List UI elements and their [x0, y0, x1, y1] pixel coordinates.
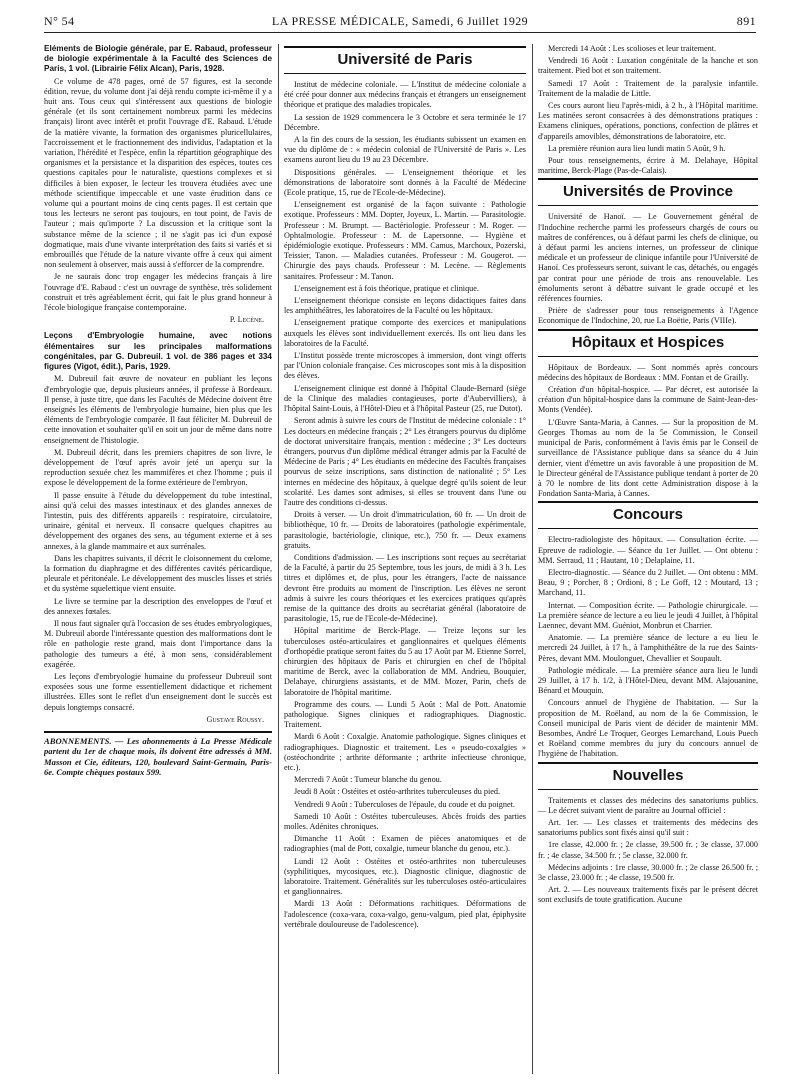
paragraph: Vendredi 9 Août : Tuberculoses de l'épaule, du coude et du poignet. [294, 799, 515, 809]
section-heading: Hôpitaux et Hospices [538, 329, 758, 357]
paragraph: Prière de s'adresser pour tous renseignements à l'Agence Economique de l'Indochine, 20, rue La Boëtie, Paris (VIIIe). [538, 306, 758, 326]
signature: Gustave Roussy. [206, 714, 264, 724]
paragraph: Vendredi 16 Août : Luxation congénitale de la hanche et son traitement. Pied bot et son traitement. [538, 56, 758, 76]
paragraph: Institut de médecine coloniale. — L'Institut de médecine coloniale a été créé pour donner aux médecins français et étrangers un enseignement théorique et pratique des maladies tropicales. [284, 80, 526, 110]
column-rule [278, 44, 279, 1074]
paragraph: Il passe ensuite à l'étude du développement du tube intestinal, ainsi qu'à celui des masses intestinaux et des glandes annexes de l'intestin, puis des différents appareils : respiratoire, circulatoire, urinaire, génital et nerveux. Il consacre quelques chapitres au développement des organes des sens, au tégument externe et à ses annexes, à la glande mammaire et aux surrénales. [44, 490, 272, 551]
section-heading: Concours [538, 501, 758, 529]
column-right [538, 44, 758, 1074]
paragraph: Hôpital maritime de Berck-Plage. — Treize leçons sur les tuberculoses ostéo-articulaires et ganglionnaires et quelques éléments d'orthopédie pratique seront faites du 5 au 17 Août par M. Etienne Sorrel, chirurgien des hôpitaux de Paris et chirurgien en chef de l'hôpital maritime de Berck, avec la collaboration de MM. Andrieu, Bouquier, Delahaye, chirurgiens assistants, et de MM. Mozer, Parin, chefs de laboratoire de l'hôpital maritime. [284, 626, 526, 697]
paragraph: Ce volume de 478 pages, orné de 57 figures, est la seconde édition, revue, du volume dont j'ai déjà rendu compte ici-même il y a huit ans. Tous ceux qui s'intéressent aux questions de biologie générale (et ils sont certainement nombreux parmi les médecins français) liront avec intérêt et profit l'ouvrage d'E. Rabaud. L'étude de la matière vivante, la formation des organismes pluricellulaires, l'accroissement et le fractionnement des individus, l'adaptation et la variation, l'hérédité et l'espèce, enfin la répartition géographique des organismes et la persistance et la disparition des espèces, toutes ces questions capitales pour le naturaliste, questions complexes et si difficiles à bien exposer, le lecteur les trouvera étudiées avec une méthode scientifique impeccable et une vaste érudition dans ce volume qui a pourtant moins de cinq cents pages. Il est certain que tous les lecteurs ne seront pas toujours, en tout point, de l'avis de l'auteur ; mais qu'importe ? La discussion et la critique sont la substance même de la science ; il ne s'agit pas ici d'un exposé dogmatique, mais d'une vivante interprétation des faits si variés et si embrouillés que l'étude de la nature vivante offre à ceux qui aiment non seulement à observer, mais aussi à s'efforcer de la comprendre. [44, 76, 272, 270]
paragraph: Je ne saurais donc trop engager les médecins français à lire l'ouvrage d'E. Rabaud : c'est un ouvrage de synthèse, très solidement construit et très agréablement écrit, qui fait le plus grand honneur à l'école biologique française contemporaine. [44, 272, 272, 313]
section-heading: Nouvelles [538, 762, 758, 790]
paragraph: Concours annuel de l'hygiène de l'habitation. — Sur la proposition de M. Roëland, au nom de la 6e Commission, le Conseil municipal de Paris vient de décider de maintenir MM. Besombes, André Le Troquer, Georges Lemarchand, Louis Puech et Roëland comme membres du jury du concours annuel de l'hygiène de l'habitation. [538, 698, 758, 759]
paragraph: Pour tous renseignements, écrire à M. Delahaye, Hôpital maritime, Berck-Plage (Pas-de-Calais). [538, 156, 758, 176]
paragraph: Hôpitaux de Bordeaux. — Sont nommés après concours médecins des hôpitaux de Bordeaux : MM. Fontan et de Grailly. [538, 362, 758, 382]
page-number: 891 [736, 14, 756, 28]
paragraph: Electro-radiologiste des hôpitaux. — Consultation écrite. — Epreuve de radiologie. — Séance du 1er Juillet. — Ont obtenu : MM. Serraud, 11 ; Hautant, 10 ; Delaplaine, 11. [538, 535, 758, 565]
issue-number: N° 54 [44, 14, 75, 28]
paragraph: Pathologie médicale. — La première séance aura lieu le lundi 29 Juillet, à 17 h. 1/2, à l'Hôtel-Dieu, devant MM. Alajouanine, Bénard et Mouquin. [538, 665, 758, 696]
column-left [44, 44, 272, 1074]
paragraph: Mardi 13 Août : Déformations rachitiques. Déformations de l'adolescence (coxa-vara, coxa-valgo, genu-valgum, pied plat, épiphysite vertébrale douloureuse de l'adolescence). [284, 899, 526, 929]
paragraph: Droits à verser. — Un droit d'immatriculation, 60 fr. — Un droit de bibliothèque, 10 fr. — Droits de laboratoires (pathologie expérimentale, parasitologie, bactériologie, clinique, etc.), 750 fr. — Deux examens gratuits. [284, 510, 526, 550]
subscription-notice: ABONNEMENTS. — Les abonnements à La Presse Médicale partent du 1er de chaque mois, ils doivent être adressés à MM. Masson et Cie, éditeurs, 120, boulevard Saint-Germain, Paris-6e. Compte chèques postaux 599. [44, 731, 272, 778]
review-title: Eléments de Biologie générale, par E. Rabaud, professeur de biologie expérimentale à la Faculté des Sciences de Paris, 1 vol. (Librairie Félix Alcan), Paris, 1928. [44, 44, 272, 74]
paragraph: M. Dubreuil fait œuvre de novateur en publiant les leçons d'embryologie que, depuis plusieurs années, il professe à Bordeaux. Il pense, à juste titre, que dans les Facultés de Médecine doivent être enseignés les éléments de l'embryologie humaine, bien plus que les éléments de l'embryologie comparée. Il faut féliciter M. Dubreuil de cette innovation et souhaiter qu'il en soit un jour de même dans notre enseignement de l'histologie. [44, 374, 272, 445]
paragraph: L'Œuvre Santa-Maria, à Cannes. — Sur la proposition de M. Georges Thomas au nom de la 5e Commission, le Conseil municipal de Paris, conformément à l'avis émis par le Conseil de surveillance de l'Assistance publique dans sa séance du 4 Juin dernier, vient d'émettre un avis favorable à une proposition de M. le Directeur général de l'Assistance publique tendant à porter de 20 à 70 le nombre de lits dont cette Administration dispose à la Fondation Santa-Maria, à Cannes. [538, 417, 758, 499]
signature: P. Lecène. [229, 315, 264, 325]
paragraph: Dispositions générales. — L'enseignement théorique et les démonstrations de laboratoire sont donnés à la Faculté de Médecine (Ecole pratique, 15, rue de l'Ecole-de-Médecine). [284, 167, 526, 198]
paragraph: La première réunion aura lieu lundi matin 5 Août, 9 h. [548, 143, 726, 153]
paragraph: Ces cours auront lieu l'après-midi, à 2 h., à l'Hôpital maritime. Les matinées seront consacrées à des démonstrations pratiques : Examens cliniques, opérations, ponctions, confection de plâtres et d'appareils amovibles, démonstrations de laboratoire, etc. [538, 101, 758, 141]
paragraph: Seront admis à suivre les cours de l'Institut de médecine coloniale : 1° Les docteurs en médecine français ; 2° Les étrangers pourvus du diplôme de doctorat universitaire français, mention : médecine ; 3° Les docteurs étrangers, pourvus d'un diplôme médical étranger admis par la Faculté de Médecine de Paris ; 4° Les étudiants en médecine des Facultés françaises pourvus de seize inscriptions, sans distinction de nationalité ; 5° Les internes en médecine des hôpitaux, à quelque degré qu'ils soient de leur scolarité. Les dames sont admises, si elles se trouvent dans l'une ou l'autre des conditions ci-dessus. [284, 416, 526, 507]
paragraph: Programme des cours. — Lundi 5 Août : Mal de Pott. Anatomie pathologique. Signes cliniques et radiographiques. Diagnostic. Traitement. [284, 699, 526, 730]
paragraph: Electro-diagnostic. — Séance du 2 Juillet. — Ont obtenu : MM. Beau, 9 ; Porcher, 8 ; Ordioni, 8 ; Le Goff, 12 : Moutard, 13 ; Marchand, 11. [538, 567, 758, 598]
paragraph: Dans les chapitres suivants, il décrit le cloisonnement du cœlome, la formation du diaphragme et des différentes cavités péricardique, pleurale et péritonéale. Le développement des muscles lisses et striés et du système squelettique vient ensuite. [44, 553, 272, 594]
paragraph: Il nous faut signaler qu'à l'occasion de ses études embryologiques, M. Dubreuil aborde l'intéressante question des malformations dont le rôle en pathologie reste grand, mais dont l'importance dans la pathologie des tumeurs a été, à mon sens, considérablement exagérée. [44, 618, 272, 669]
review-title: Leçons d'Embryologie humaine, avec notions élémentaires sur les principales malformations congénitales, par G. Dubreuil. 1 vol. de 386 pages et 334 figures (Vigot, édit.), Paris, 1929. [44, 331, 272, 372]
paragraph: Samedi 10 Août : Ostéites tuberculeuses. Abcès froids des parties molles. Adénites chroniques. [284, 811, 526, 832]
paragraph: Le livre se termine par la description des enveloppes de l'œuf et des annexes fœtales. [44, 596, 272, 616]
paragraph: Anatomie. — La première séance de lecture a eu lieu le mercredi 24 Juillet, à 17 h., à l'amphithéâtre de la rue des Saints-Pères, devant MM. Moulonguet, Chevallier et Soupault. [538, 633, 758, 663]
journal-title: LA PRESSE MÉDICALE, Samedi, 6 Juillet 1929 [271, 14, 529, 28]
page-header [44, 14, 756, 33]
column-middle [284, 44, 526, 1074]
paragraph: Les leçons d'embryologie humaine du professeur Dubreuil sont exposées sous une forme essentiellement didactique et richement illustrées. Elles sont le reflet d'un enseignement dont le succès est depuis longtemps consacré. [44, 671, 272, 712]
paragraph: Mardi 6 Août : Coxalgie. Anatomie pathologique. Signes cliniques et radiographiques. Diagnostic et traitement. Les « pseudo-coxalgies » (ostéochondrite ; arthrite déformante ; arthrite infectieuse chronique, etc.). [284, 732, 526, 772]
paragraph: L'enseignement est à fois théorique, pratique et clinique. [294, 283, 479, 293]
section-heading: Universités de Province [538, 178, 758, 206]
paragraph: L'enseignement théorique consiste en leçons didactiques faites dans les amphithéâtres, les laboratoires de la Faculté ou les hôpitaux. [284, 296, 526, 316]
paragraph: Lundi 12 Août : Ostéites et ostéo-arthrites non tuberculeuses (syphilitiques, mycosiques, etc.). Diagnostic clinique, diagnostic de laboratoire. Traitement. Généralités sur les tuberculoses ostéo-articulaires et ganglionnaires. [284, 856, 526, 897]
paragraph: Samedi 17 Août : Traitement de la paralysie infantile. Traitement de la maladie de Little. [538, 78, 758, 98]
paragraph: Traitements et classes des médecins des sanatoriums publics. — Le décret suivant vient de paraître au Journal officiel : [538, 795, 758, 815]
paragraph: L'enseignement pratique comporte des exercices et manipulations auxquels les élèves sont individuellement exercés. Ils ont lieu dans les laboratoires de la Faculté. [284, 318, 526, 348]
section-heading: Université de Paris [284, 46, 526, 74]
paragraph: Art. 1er. — Les classes et traitements des médecins des sanatoriums publics sont fixés ainsi qu'il suit : [538, 817, 758, 838]
column-rule [532, 44, 533, 1074]
paragraph: L'enseignement clinique est donné à l'hôpital Claude-Bernard (siège de la Clinique des maladies contagieuses, porte d'Aubervilliers), à l'hôpital Saint-Louis, à l'Hôtel-Dieu et à l'hôpital Pasteur (25, rue Dutot). [284, 383, 526, 414]
paragraph: L'Institut possède trente microscopes à immersion, dont vingt offerts par l'Union coloniale française. Ces microscopes sont mis à la disposition des élèves. [284, 351, 526, 381]
paragraph: Art. 2. — Les nouveaux traitements fixés par le présent décret sont exclusifs de toute gratification. Aucune [538, 885, 758, 905]
paragraph: Internat. — Composition écrite. — Pathologie chirurgicale. — La première séance de lecture a eu lieu le jeudi 4 Juillet, à l'hôpital Laennec, devant MM. Guéniot, Monbrun et Charrier. [538, 600, 758, 630]
paragraph: Médecins adjoints : 1re classe, 30.000 fr. ; 2e classe 26.500 fr. ; 3e classe, 23.000 fr. ; 4e classe, 19.500 fr. [538, 862, 758, 882]
paragraph: La session de 1929 commencera le 3 Octobre et sera terminée le 17 Décembre. [284, 112, 526, 132]
paragraph: 1re classe, 42.000 fr. ; 2e classe, 39.500 fr. ; 3e classe, 37.000 fr. ; 4e classe, 34.500 fr. ; 5e classe, 32.000 fr. [538, 840, 758, 860]
paragraph: A la fin des cours de la session, les étudiants subissent un examen en vue du diplôme de : « médecin colonial de l'Université de Paris ». Les examens auront lieu du 19 au 23 Décembre. [284, 135, 526, 165]
paragraph: Jeudi 8 Août : Ostéites et ostéo-arthrites tuberculeuses du pied. [294, 787, 501, 797]
paragraph: Mercredi 14 Août : Les scolioses et leur traitement. [548, 44, 717, 53]
paragraph: Dimanche 11 Août : Examen de pièces anatomiques et de radiographies (mal de Pott, coxalgie, tumeur blanche du genou, etc.). [284, 834, 526, 854]
paragraph: Université de Hanoï. — Le Gouvernement général de l'Indochine recherche parmi les professeurs chargés de cours ou maîtres de conférences, ou à défaut parmi les chefs de clinique, ou à défaut parmi les anciens internes, un professeur de clinique médicale et un professeur de clinique infantile pour l'Université de Hanoï. Ces professeurs seront, suivant le cas, détachés, ou engagés par contrat pour une période de trois ans renouvelable. Les émoluments seront à débattre suivant le grade occupé et les références fournies. [538, 212, 758, 304]
paragraph: L'enseignement est organisé de la façon suivante : Pathologie exotique. Professeurs : MM. Dopter, Joyeux, L. Martin. — Parasitologie. Professeur : M. Brumpt. — Bactériologie. Professeur : M. Roger. — Ophtalmologie. Professeur : M. de Lapersonne. — Hygiène et épidémiologie exotique. Professeurs : MM. Camus, Marchoux, Pozerski, Teissier, Tanon. — Maladies cutanées. Professeur : M. Gougerot. — Chirurgie des pays chauds. Professeur : M. Lecène. — Règlements sanitaires. Professeur : M. Tanon. [284, 200, 526, 281]
paragraph: Création d'un hôpital-hospice. — Par décret, est autorisée la création d'un hôpital-hospice dans la commune de Saint-Jean-des-Monts (Vendée). [538, 385, 758, 415]
paragraph: Conditions d'admission. — Les inscriptions sont reçues au secrétariat de la Faculté, à partir du 25 Septembre, tous les jours, de midi à 3 h. Les titres et diplômes et, de plus, pour les étrangers, l'acte de naissance devront être produits au moment de l'inscription. Les élèves ne seront admis à suivre les cours théoriques et les exercices pratiques qu'après remise de la quittance des droits au secrétariat général (laboratoire de parasitologie, 15, rue de l'Ecole-de-Médecine). [284, 552, 526, 624]
paragraph: Mercredi 7 Août : Tumeur blanche du genou. [294, 775, 442, 785]
paragraph: M. Dubreuil décrit, dans les premiers chapitres de son livre, le développement de l'œuf après avoir jeté un aperçu sur la reproduction sexuée chez les mammifères et chez l'homme ; puis il expose le développement de la forme extérieure de l'embryon. [44, 447, 272, 488]
